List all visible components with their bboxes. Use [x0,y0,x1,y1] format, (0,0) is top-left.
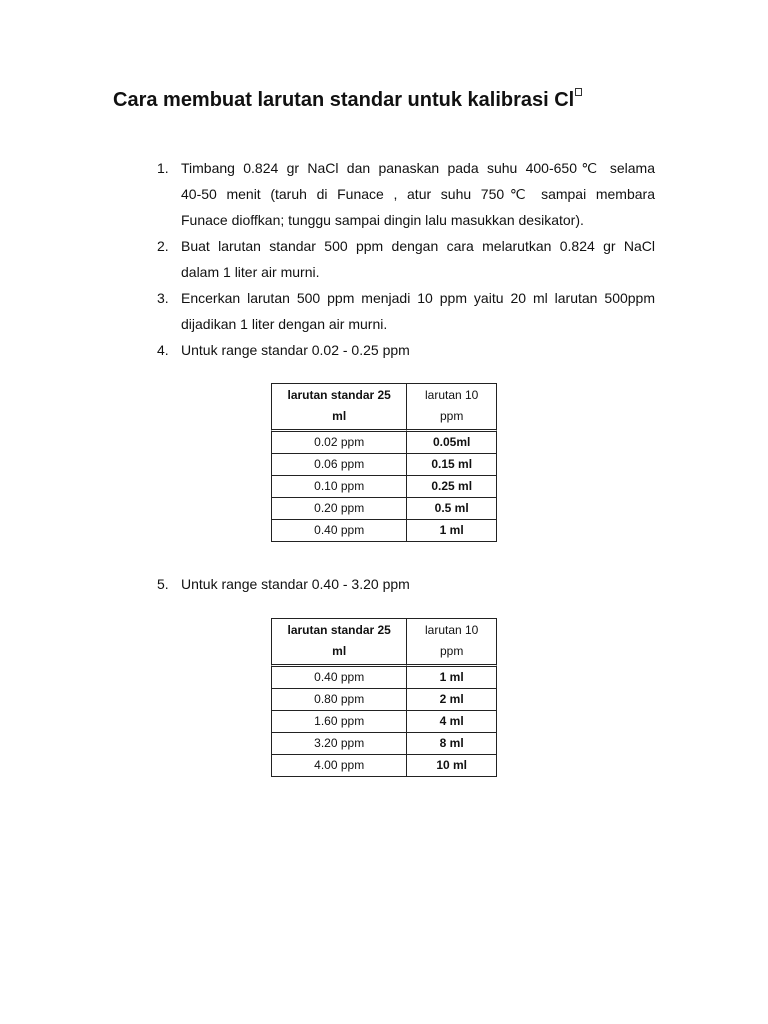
table-header-cell [406,618,497,667]
table-row [271,710,497,732]
table-cell: 0.80 ppm [271,688,406,710]
table-row [271,432,497,453]
table-cell: 0.02 ppm [271,432,406,453]
header-line: ml [332,644,347,658]
step-line: Untuk range standar 0.02 - 0.25 ppm [181,342,410,358]
header-line: larutan standar 25 [287,623,391,637]
table-cell: 10 ml [406,754,497,777]
step-line: 40-50 menit (taruh di Funace , atur suhu 750℃ sampai membara [181,186,655,202]
header-line: ppm [440,644,464,658]
table-header-cell [271,383,406,432]
header-line: ml [332,409,347,423]
page-title [113,88,582,112]
table-row [271,475,497,497]
table-cell: 0.40 ppm [271,667,406,688]
table-header-cell [406,383,497,432]
table-header-row [271,618,497,667]
step-3 [157,285,655,337]
table-row [271,453,497,475]
step-1 [157,155,655,233]
step-number: 3. [157,290,169,306]
table-cell: 0.05ml [406,432,497,453]
table-header-cell [271,618,406,667]
header-line: larutan standar 25 [287,388,391,402]
table-cell: 0.15 ml [406,453,497,475]
table-row [271,754,497,777]
page-title-text: Cara membuat larutan standar untuk kalibrasi Cl [113,89,575,111]
step-number: 1. [157,160,169,176]
table-cell: 8 ml [406,732,497,754]
header-line: ppm [440,409,464,423]
table-cell: 1.60 ppm [271,710,406,732]
table-cell: 0.20 ppm [271,497,406,519]
table-cell: 0.25 ml [406,475,497,497]
missing-glyph-icon [575,88,582,96]
step-line: Timbang 0.824 gr NaCl dan panaskan pada suhu 400-650℃ selama [181,160,655,176]
table-row [271,688,497,710]
table-cell: 0.06 ppm [271,453,406,475]
table-row [271,519,497,542]
table-header-row [271,383,497,432]
step-text [181,337,655,363]
step-text [181,571,655,597]
step-5 [157,571,655,597]
table-cell: 1 ml [406,519,497,542]
step-line: Encerkan larutan 500 ppm menjadi 10 ppm yaitu 20 ml larutan 500ppm [181,290,655,306]
step-text [181,233,655,285]
table-cell: 4.00 ppm [271,754,406,777]
table-cell: 0.40 ppm [271,519,406,542]
step-text [181,285,655,337]
table-row [271,732,497,754]
step-number: 2. [157,238,169,254]
step-number: 4. [157,342,169,358]
step-4 [157,337,655,363]
table-cell: 4 ml [406,710,497,732]
table-row [271,497,497,519]
step-line: dijadikan 1 liter dengan air murni. [181,316,388,332]
header-line: larutan 10 [424,388,479,402]
step-line: Untuk range standar 0.40 - 3.20 ppm [181,576,410,592]
step-line: dalam 1 liter air murni. [181,264,320,280]
standard-table-1 [271,383,497,542]
table-cell: 0.5 ml [406,497,497,519]
table-row [271,667,497,688]
table-cell: 2 ml [406,688,497,710]
step-line: Funace dioffkan; tunggu sampai dingin lalu masukkan desikator). [181,212,584,228]
table-cell: 1 ml [406,667,497,688]
header-line: larutan 10 [424,623,479,637]
standard-table-2 [271,618,497,777]
table-cell: 0.10 ppm [271,475,406,497]
step-2 [157,233,655,285]
step-text [181,155,655,233]
table-cell: 3.20 ppm [271,732,406,754]
step-line: Buat larutan standar 500 ppm dengan cara melarutkan 0.824 gr NaCl [181,238,655,254]
step-number: 5. [157,576,169,592]
